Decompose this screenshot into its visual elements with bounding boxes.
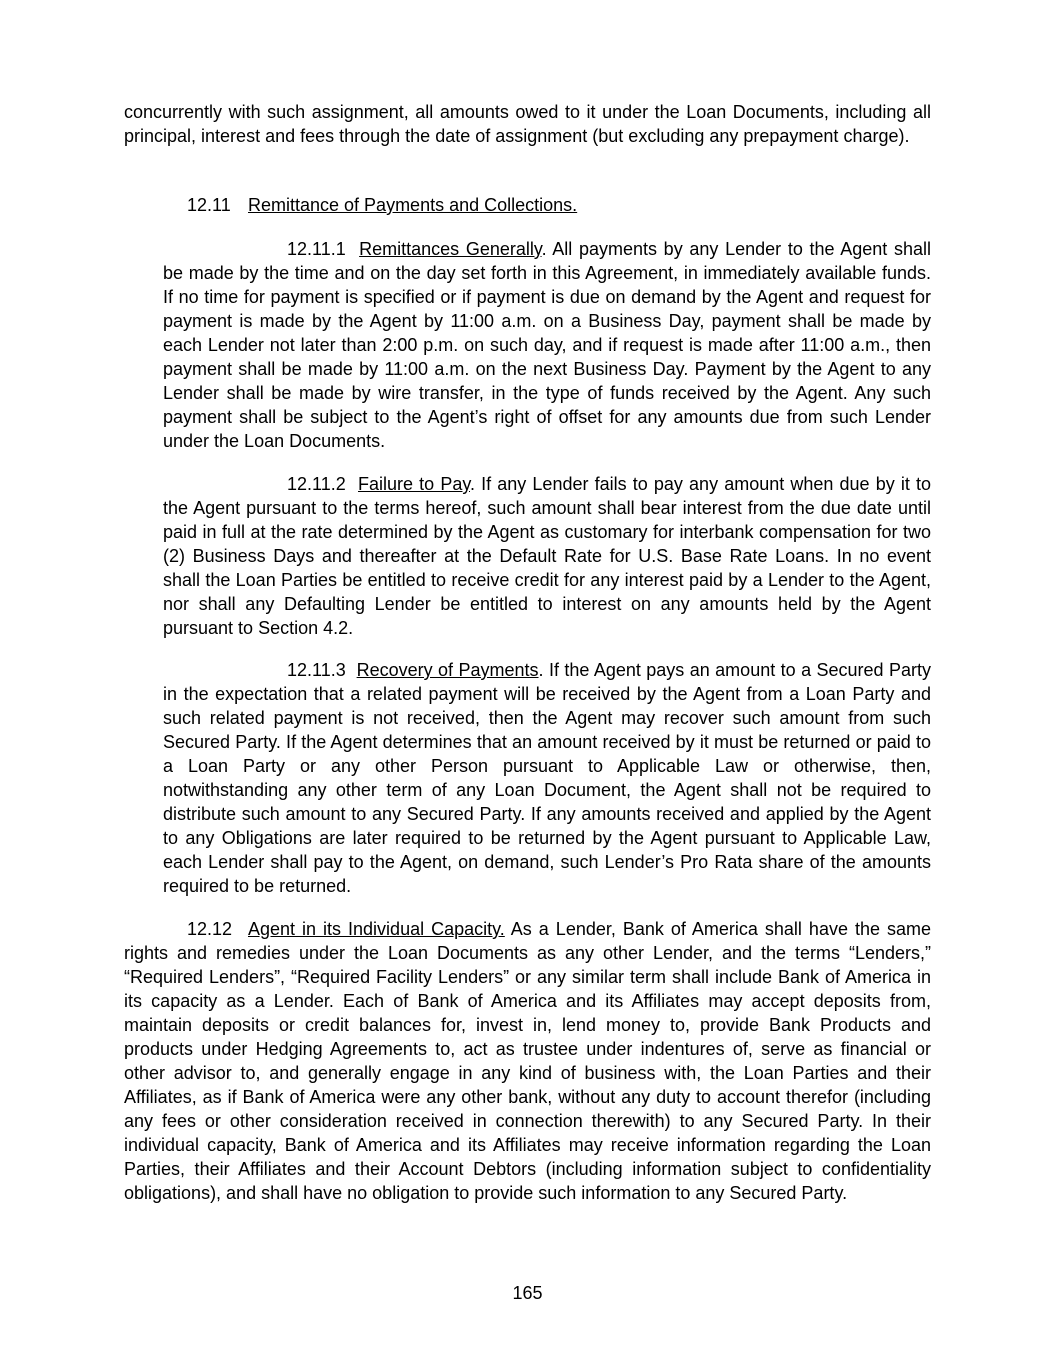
subsection-12-11-3 [163,658,931,898]
section-12-12-title: Agent in its Individual Capacity. [248,919,505,939]
section-12-12-number: 12.12 [187,919,233,939]
subsection-12-11-2 [163,472,931,640]
subsection-12-11-2-title: Failure to Pay [358,474,470,494]
subsection-12-11-3-body: . If the Agent pays an amount to a Secured Party in the expectation that a related payment will be received by the Agent from a Loan Party and such related payment is not received, then the Agent may recover such amount from such Secured Party. If the Agent determines that an amount received by it must be returned or paid to a Loan Party or any other Person pursuant to Applicable Law or otherwise, then, notwithstanding any other term of any Loan Document, the Agent shall not be required to distribute such amount to any Secured Party. If any amounts received and applied by the Agent to any Obligations are later required to be returned by the Agent pursuant to Applicable Law, each Lender shall pay to the Agent, on demand, such Lender’s Pro Rata share of the amounts required to be returned. [163,660,931,896]
subsection-12-11-3-title: Recovery of Payments [356,660,539,680]
subsection-12-11-2-number: 12.11.2 [287,474,346,494]
subsection-12-11-1-body: . All payments by any Lender to the Agent shall be made by the time and on the day set forth in this Agreement, in immediately available funds. If no time for payment is specified or if payment is due on demand by the Agent and request for payment is made by the Agent by 11:00 a.m. on a Business Day, payment shall be made by each Lender not later than 2:00 p.m. on such day, and if request is made after 11:00 a.m., then payment shall be made by 11:00 a.m. on the next Business Day. Payment by the Agent to any Lender shall be made by wire transfer, in the type of funds received by the Agent. Any such payment shall be subject to the Agent’s right of offset for any amounts due from such Lender under the Loan Documents. [163,239,931,451]
continuation-paragraph: concurrently with such assignment, all amounts owed to it under the Loan Documents, including all principal, interest and fees through the date of assignment (but excluding any prepayment charge). [124,102,931,146]
section-12-12-body: As a Lender, Bank of America shall have the same rights and remedies under the Loan Documents as any other Lender, and the terms “Lenders,” “Required Lenders”, “Required Facility Lenders” or any similar term shall include Bank of America in its capacity as a Lender. Each of Bank of America and its Affiliates may accept deposits from, maintain deposits or credit balances for, invest in, lend money to, provide Bank Products and products under Hedging Agreements to, act as trustee under indentures of, serve as financial or other advisor to, and generally engage in any kind of business with, the Loan Parties and their Affiliates, as if Bank of America were any other bank, without any duty to account therefor (including any fees or other consideration received in connection therewith) to any Secured Party. In their individual capacity, Bank of America and its Affiliates may receive information regarding the Loan Parties, their Affiliates and their Account Debtors (including information subject to confidentiality obligations), and shall have no obligation to provide such information to any Secured Party. [124,919,931,1203]
subsection-12-11-1-number: 12.11.1 [287,239,346,259]
subsection-12-11-2-body: . If any Lender fails to pay any amount when due by it to the Agent pursuant to the terms hereof, such amount shall bear interest from the due date until paid in full at the rate determined by the Agent as customary for interbank compensation for two (2) Business Days and thereafter at the Default Rate for U.S. Base Rate Loans. In no event shall the Loan Parties be entitled to receive credit for any interest paid by a Lender to the Agent, nor shall any Defaulting Lender be entitled to interest on any amounts held by the Agent pursuant to Section 4.2. [163,474,931,638]
page-number: 165 [512,1283,543,1303]
subsection-12-11-1 [163,237,931,453]
section-12-11-title: Remittance of Payments and Collections. [248,195,578,215]
subsection-12-11-3-number: 12.11.3 [287,660,346,680]
section-12-11-number: 12.11 [187,195,231,215]
section-12-12 [124,917,931,1205]
subsection-12-11-1-title: Remittances Generally [359,239,542,259]
section-12-11-heading [187,193,577,217]
